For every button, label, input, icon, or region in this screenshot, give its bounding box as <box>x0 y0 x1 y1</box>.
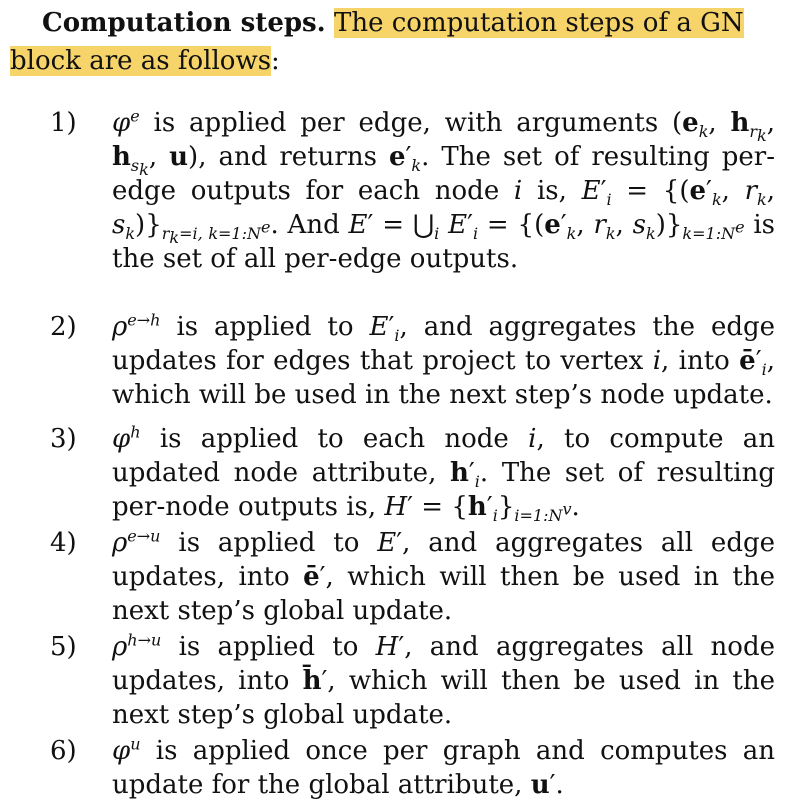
step-6 <box>20 734 775 802</box>
heading-bold: Computation steps. <box>42 8 326 38</box>
step-body: $\rho^{h\to u}$ is applied to H′, and aggregates all node updates, into h̄′, which will then be used in the next step’s global update. <box>112 630 776 730</box>
step-number: 4) <box>50 528 77 558</box>
step-body: $\rho^{e\to u}$ is applied to E′, and aggregates all edge updates, into ē′, which will then be used in the next step’s global update. <box>112 526 775 626</box>
step-3 <box>20 422 775 524</box>
step-number: 1) <box>50 108 77 138</box>
step-body: $\varphi^u$ is applied once per graph and computes an update for the global attribute, u′. <box>112 734 775 800</box>
step-2 <box>20 310 775 412</box>
step-body: $\varphi^h$ is applied to each node i, to compute an updated node attribute, $h'_i$. The set of resulting per-node outputs is, $H' = \{h'_i\}_{i=1:N^v}$. <box>112 422 776 526</box>
step-1 <box>20 106 775 276</box>
step-number: 5) <box>50 632 77 662</box>
step-4 <box>20 526 775 628</box>
highlighted-text: The computation steps of a GN block are as follows <box>10 8 744 76</box>
step-5 <box>20 630 775 732</box>
step-number: 2) <box>50 312 77 342</box>
step-number: 3) <box>50 424 77 454</box>
section-heading: Computation steps. The computation steps of a GN block are as follows: <box>10 8 744 76</box>
step-body: $\varphi^e$ is applied per edge, with arguments ($e_k$, $h_{r_k}$, $h_{s_k}$, u), and returns $e'_k$. The set of resulting per-edge outputs for each node i is, $E'_i = \{(e'_k$, $r_k$, $s_k)\}_{r_k=i, k=1:N^e}$. And $E' = ⋃_i$ $E'_i = \{(e'_k$, $r_k$, $s_k)\}_{k=1:N^e}$ is the set of all per-edge outputs. <box>112 106 776 274</box>
step-number: 6) <box>50 736 77 766</box>
step-body: $\rho^{e\to h}$ is applied to $E'_i$, and aggregates the edge updates for edges that project to vertex i, into $ē'_i$, which will be used in the next step’s node update. <box>112 310 776 410</box>
